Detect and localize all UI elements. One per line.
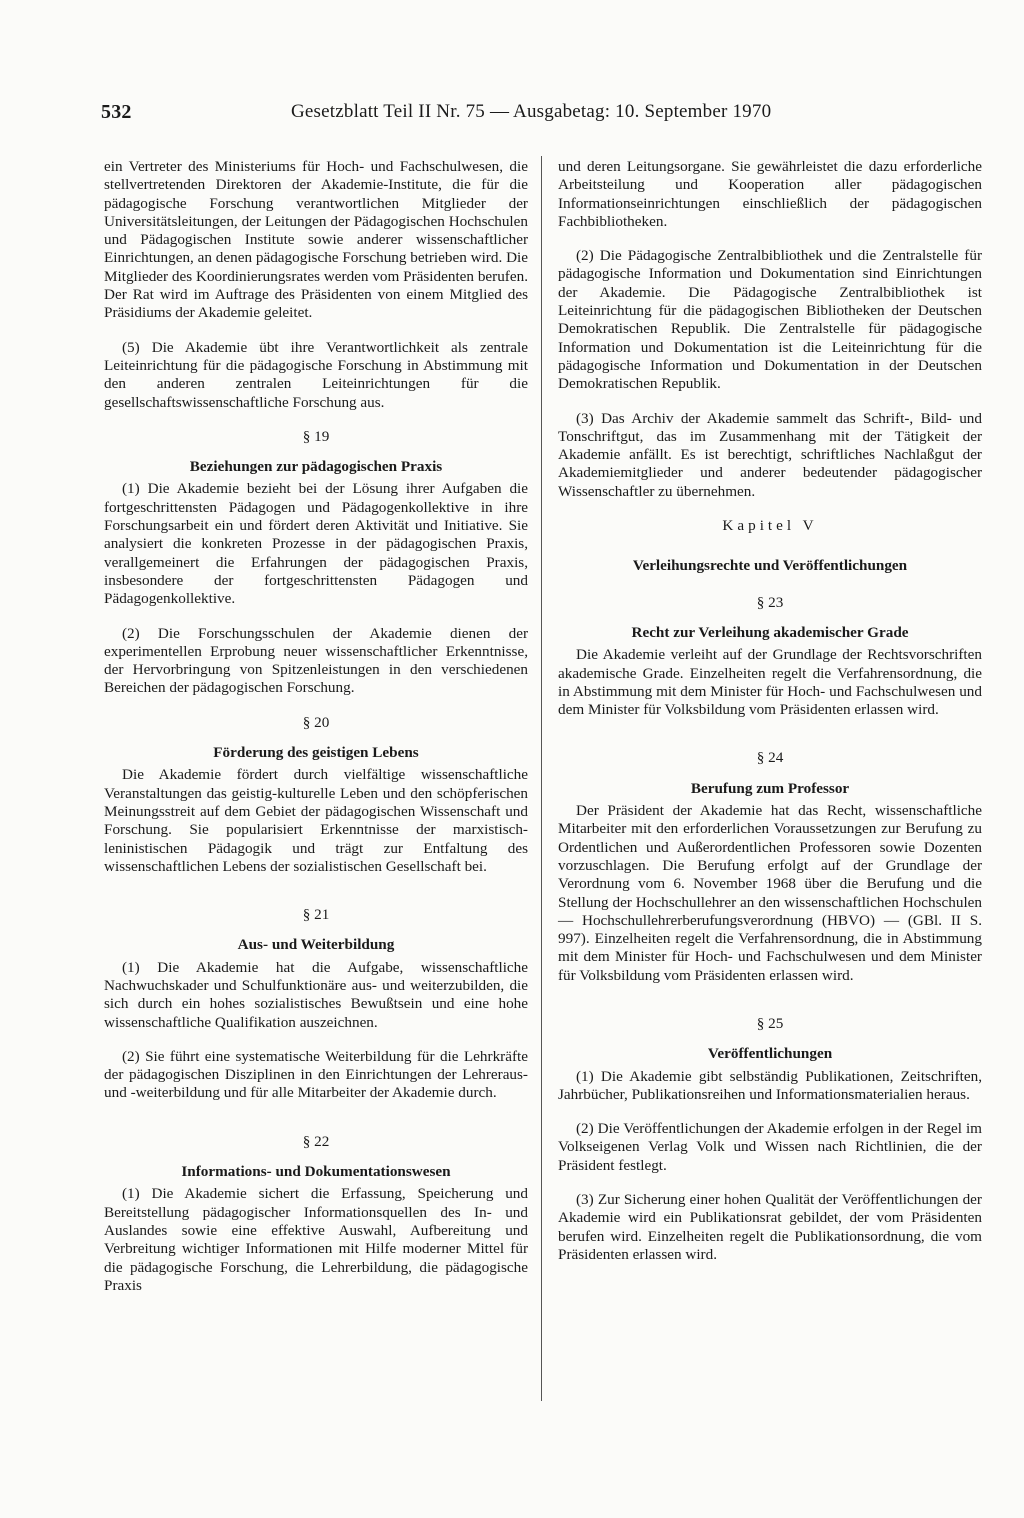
section-heading: Förderung des geistigen Lebens [213,744,419,762]
chapter-label: Kapitel V [722,517,818,535]
paragraph: (2) Die Veröffentlichungen der Akademie erfolgen in der Regel im Volkseigenen Verlag Volk und Wissen nach Richtlinien, die der Präsident festlegt. [558,1120,982,1174]
section-heading: Berufung zum Professor [690,779,850,797]
section-number: § 25 [756,1014,784,1032]
paragraph: (1) Die Akademie hat die Aufgabe, wissenschaftliche Nachwuchskader und Schulfunktionäre aus- und weiterzubilden, die sich durch ein hohes sozialistisches Bewußtsein und eine hohe wissenschaftliche Qualifikation auszeichnen. [104,958,528,1031]
paragraph: Die Akademie fördert durch vielfältige wissenschaftliche Veranstaltungen das geistig-kulturelle Leben und den schöpferischen Meinungsstreit auf dem Gebiet der pädagogischen Wissenschaft und Forschung. Sie popularisiert Erkenntnisse der marxistisch-leninistischen Pädagogik und trägt zur Entfaltung des wissenschaftlichen Lebens der sozialistischen Gesellschaft bei. [104,766,528,875]
section-heading: Informations- und Dokumentationswesen [181,1163,451,1181]
paragraph: (1) Die Akademie sichert die Erfassung, Speicherung und Bereitstellung pädagogischer Informationsquellen des In- und Auslandes sowie eine effektive Auswahl, Aufbereitung und Verbreitung wichtiger Informationen mit Hilfe moderner Mittel für die pädagogische Forschung, die Lehrerbildung, die pädagogische Praxis [104,1185,528,1294]
paragraph: (5) Die Akademie übt ihre Verantwortlichkeit als zentrale Leiteinrichtung für die pädagogische Forschung in Abstimmung mit den anderen zentralen Leiteinrichtungen für die gesellschaftswissenschaftliche Forschung aus. [104,338,528,411]
paragraph: Der Präsident der Akademie hat das Recht, wissenschaftliche Mitarbeiter mit den erforderlichen Voraussetzungen zur Berufung zu Ordentlichen und Außerordentlichen Professoren sowie Dozenten vorzuschlagen. Die Berufung erfolgt auf der Grundlage der Verordnung vom 6. November 1968 über die Berufung und die Stellung der Hochschullehrer an den wissenschaftlichen Hochschulen — Hochschullehrerberufungsverordnung (HBVO) — (GBl. II S. 997). Einzelheiten regelt die Verfahrensordnung, die in Abstimmung mit dem Minister für Hoch- und Fachschulwesen und dem Minister für Volksbildung vom Präsidenten erlassen wird. [558,802,982,984]
left-column [104,158,528,1311]
section-number: § 23 [756,593,784,611]
page-number: 532 [101,101,132,123]
section-number: § 24 [756,749,784,767]
paragraph: (2) Die Forschungsschulen der Akademie dienen der experimentellen Erprobung neuer wissenschaftlicher Erkenntnisse, der Hervorbringung von Spitzenleistungen in den verschiedenen Bereichen der pädagogischen Forschung. [104,624,528,697]
chapter-heading: Verleihungsrechte und Veröffentlichungen [632,557,908,575]
section-heading: Beziehungen zur pädagogischen Praxis [189,458,443,476]
section-number: § 22 [302,1132,330,1150]
section-number: § 21 [302,906,330,924]
section-heading: Aus- und Weiterbildung [237,936,395,954]
paragraph: (2) Die Pädagogische Zentralbibliothek und die Zentralstelle für pädagogische Information und Dokumentation sind Einrichtungen der Akademie. Die Pädagogische Zentralbibliothek ist Leiteinrichtung für die pädagogischen Bibliotheken der Deutschen Demokratischen Republik. Die Zentralstelle für pädagogische Information und Dokumentation ist die Leiteinrichtung für die pädagogische Information und Dokumentation in der Deutschen Demokratischen Republik. [558,247,982,393]
paragraph: ein Vertreter des Ministeriums für Hoch- und Fachschulwesen, die stellvertretenden Direktoren der Akademie-Institute, die für die pädagogische Forschung verantwortlichen Mitglieder der Universitätsleitungen, der Leitungen der Pädagogischen Hochschulen und Pädagogischen Institute sowie anderer wissenschaftlicher Einrichtungen, an denen pädagogische Forschung betrieben wird. Die Mitglieder des Koordinierungsrates werden vom Präsidenten berufen. Der Rat wird im Auftrage des Präsidenten von einem Mitglied des Präsidiums der Akademie geleitet. [104,158,528,322]
paragraph: (1) Die Akademie bezieht bei der Lösung ihrer Aufgaben die fortgeschrittensten Pädagogen und Pädagogenkollektive in ihre Forschungsarbeit ein und fördert deren Aktivität und Initiative. Sie analysiert die konkreten Prozesse in der pädagogischen Praxis, verallgemeinert die Erfahrungen der pädagogischen Praxis, insbesondere der fortgeschrittensten Pädagogen und Pädagogenkollektive. [104,480,528,608]
right-column [558,158,982,1280]
section-number: § 19 [302,427,330,445]
paragraph: (1) Die Akademie gibt selbständig Publikationen, Zeitschriften, Jahrbücher, Publikationsreihen und Informationsmaterialien heraus. [558,1067,982,1103]
header-title: Gesetzblatt Teil II Nr. 75 — Ausgabetag: 10. September 1970 [291,101,772,122]
paragraph: (3) Zur Sicherung einer hohen Qualität der Veröffentlichungen der Akademie wird ein Publikationsrat gebildet, der vom Präsidenten berufen wird. Einzelheiten regelt die Publikationsordnung, die vom Präsidenten erlassen wird. [558,1191,982,1263]
section-heading: Veröffentlichungen [707,1045,833,1063]
paragraph: (3) Das Archiv der Akademie sammelt das Schrift-, Bild- und Tonschriftgut, das im Zusammenhang mit der Tätigkeit der Akademie anfällt. Es ist berechtigt, schriftliches Nachlaßgut der Akademiemitglieder und anderer bedeutender pädagogischer Wissenschaftler zu übernehmen. [558,409,982,500]
column-divider [541,156,542,1401]
paragraph: Die Akademie verleiht auf der Grundlage der Rechtsvorschriften akademische Grade. Einzelheiten regelt die Verfahrensordnung, die in Abstimmung mit dem Minister für Hoch- und Fachschulwesen und dem Minister für Volksbildung vom Präsidenten erlassen wird. [558,646,982,719]
paragraph: und deren Leitungsorgane. Sie gewährleistet die dazu erforderliche Arbeitsteilung und Kooperation aller pädagogischen Informationseinrichtungen einschließlich der pädagogischen Fachbibliotheken. [558,158,982,230]
section-number: § 20 [302,713,330,731]
paragraph: (2) Sie führt eine systematische Weiterbildung für die Lehrkräfte der pädagogischen Disziplinen in den Einrichtungen der Lehreraus- und -weiterbildung und für alle Mitarbeiter der Akademie durch. [104,1047,528,1102]
section-heading: Recht zur Verleihung akademischer Grade [631,623,909,641]
